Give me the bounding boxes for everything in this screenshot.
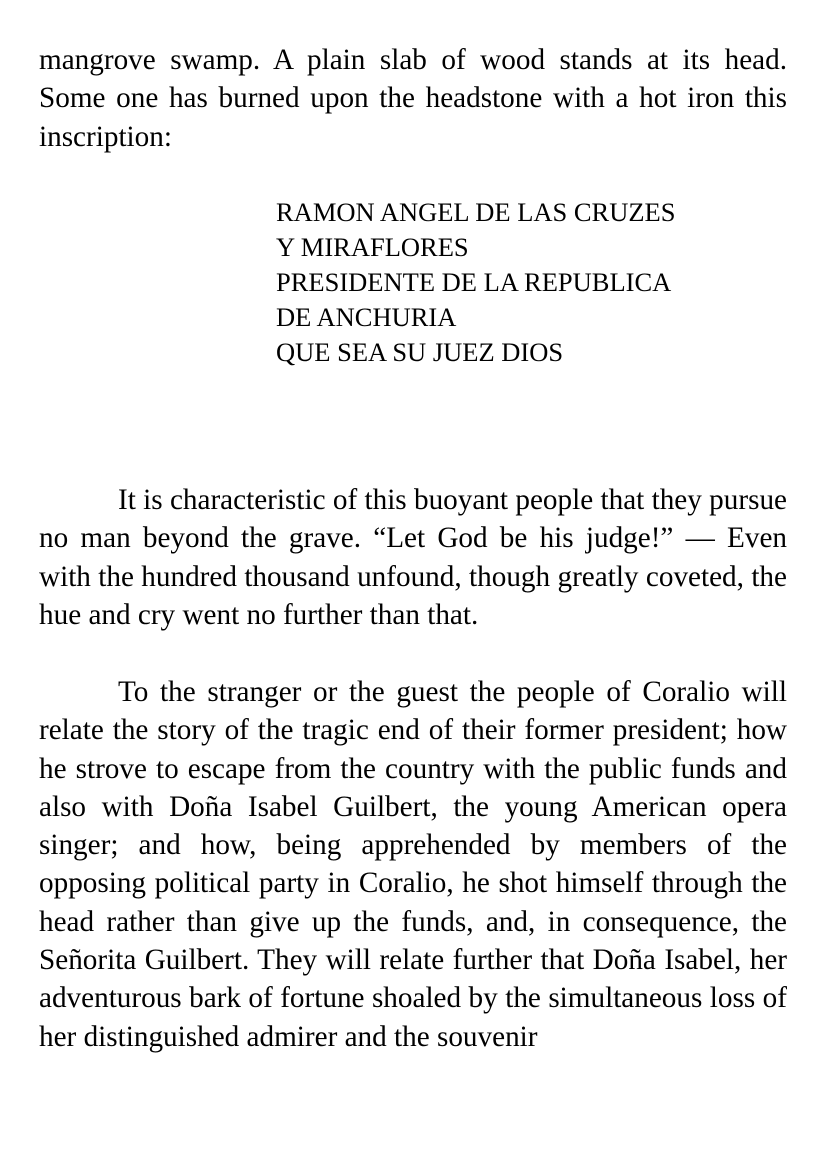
paragraph-intro: mangrove swamp. A plain slab of wood stands at its head. Some one has burned upon the headstone with a hot iron this inscription: bbox=[39, 44, 787, 153]
inscription-line: DE ANCHURIA bbox=[276, 302, 457, 333]
inscription-line: RAMON ANGEL DE LAS CRUZES bbox=[276, 197, 676, 227]
paragraph-stranger: To the stranger or the guest the people of Coralio will relate the story of the tragic end of their former president; how he strove to escape from the country with the public funds and also with Doña Isabel Guilbert, the young American opera singer; and how, being apprehended by members of the opposing political party in Coralio, he shot himself through the head rather than give up the funds, and, in consequence, the Señorita Guilbert. They will relate further that Doña Isabel, her adventurous bark of fortune shoaled by the simultaneous loss of her distinguished admirer and the souvenir bbox=[39, 676, 787, 1053]
inscription-line: Y MIRAFLORES bbox=[276, 232, 469, 263]
paragraph-characteristic: It is characteristic of this buoyant people that they pursue no man beyond the grave. “Let God be his judge!” — Even with the hundred thousand unfound, though greatly coveted, the hue and cry went no further than that. bbox=[39, 484, 787, 631]
headstone-inscription bbox=[197, 195, 704, 370]
inscription-line: QUE SEA SU JUEZ DIOS bbox=[276, 337, 564, 368]
inscription-line: PRESIDENTE DE LA REPUBLICA bbox=[276, 267, 672, 298]
